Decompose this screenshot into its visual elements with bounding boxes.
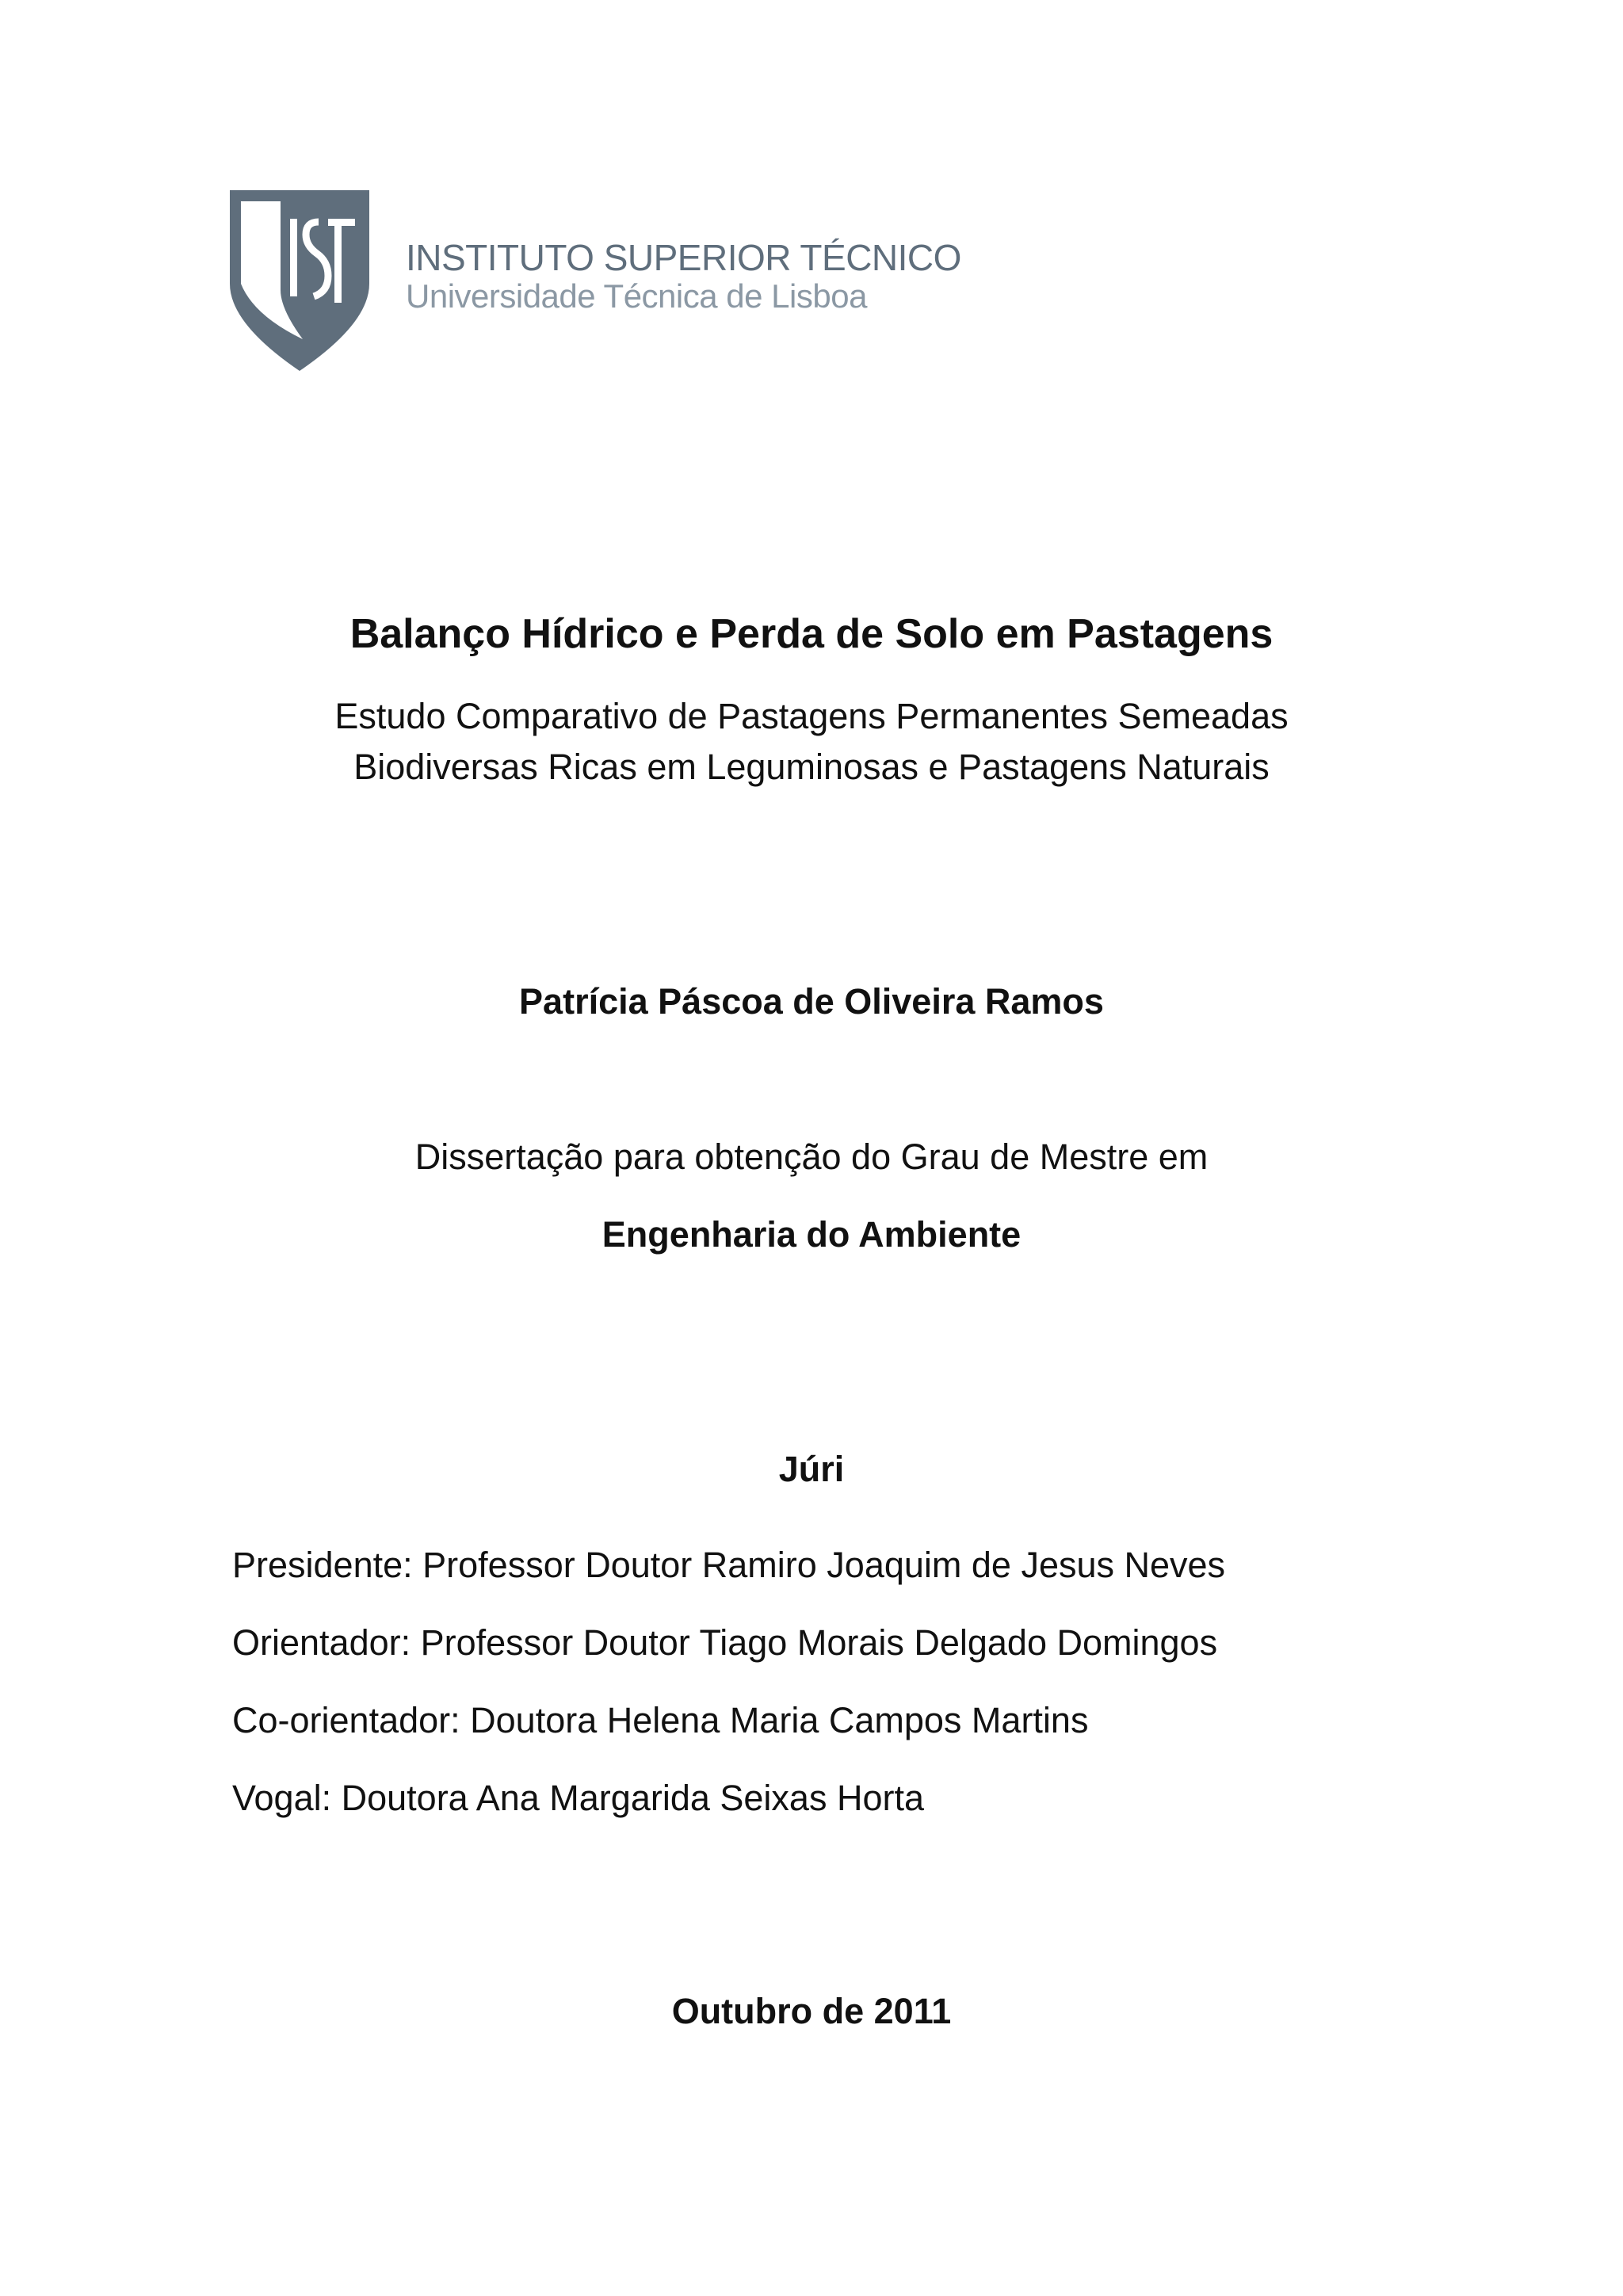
submission-date: Outubro de 2011 (671, 1991, 952, 2031)
jury-list (232, 1526, 1421, 1837)
institution-header (230, 190, 961, 372)
thesis-title: Balanço Hídrico e Perda de Solo em Pastagens (349, 611, 1274, 657)
thesis-subtitle-line-2: Biodiversas Ricas em Leguminosas e Pastagens Naturais (353, 747, 1270, 787)
jury-member-co-supervisor: Co-orientador: Doutora Helena Maria Campos Martins (232, 1700, 1089, 1740)
jury-heading: Júri (778, 1449, 845, 1489)
thesis-subtitle-line-1: Estudo Comparativo de Pastagens Permanentes Semeadas (334, 696, 1289, 736)
institution-name: INSTITUTO SUPERIOR TÉCNICO (406, 237, 961, 278)
jury-member-supervisor: Orientador: Professor Doutor Tiago Morais Delgado Domingos (232, 1622, 1218, 1663)
degree-field: Engenharia do Ambiente (601, 1214, 1022, 1255)
jury-member-president: Presidente: Professor Doutor Ramiro Joaquim de Jesus Neves (232, 1545, 1226, 1585)
degree-statement: Dissertação para obtenção do Grau de Mestre em (414, 1137, 1209, 1177)
jury-member-examiner: Vogal: Doutora Ana Margarida Seixas Horta (232, 1778, 924, 1818)
university-name: Universidade Técnica de Lisboa (406, 277, 867, 315)
ist-shield-logo (230, 190, 369, 371)
author-name: Patrícia Páscoa de Oliveira Ramos (519, 981, 1104, 1022)
